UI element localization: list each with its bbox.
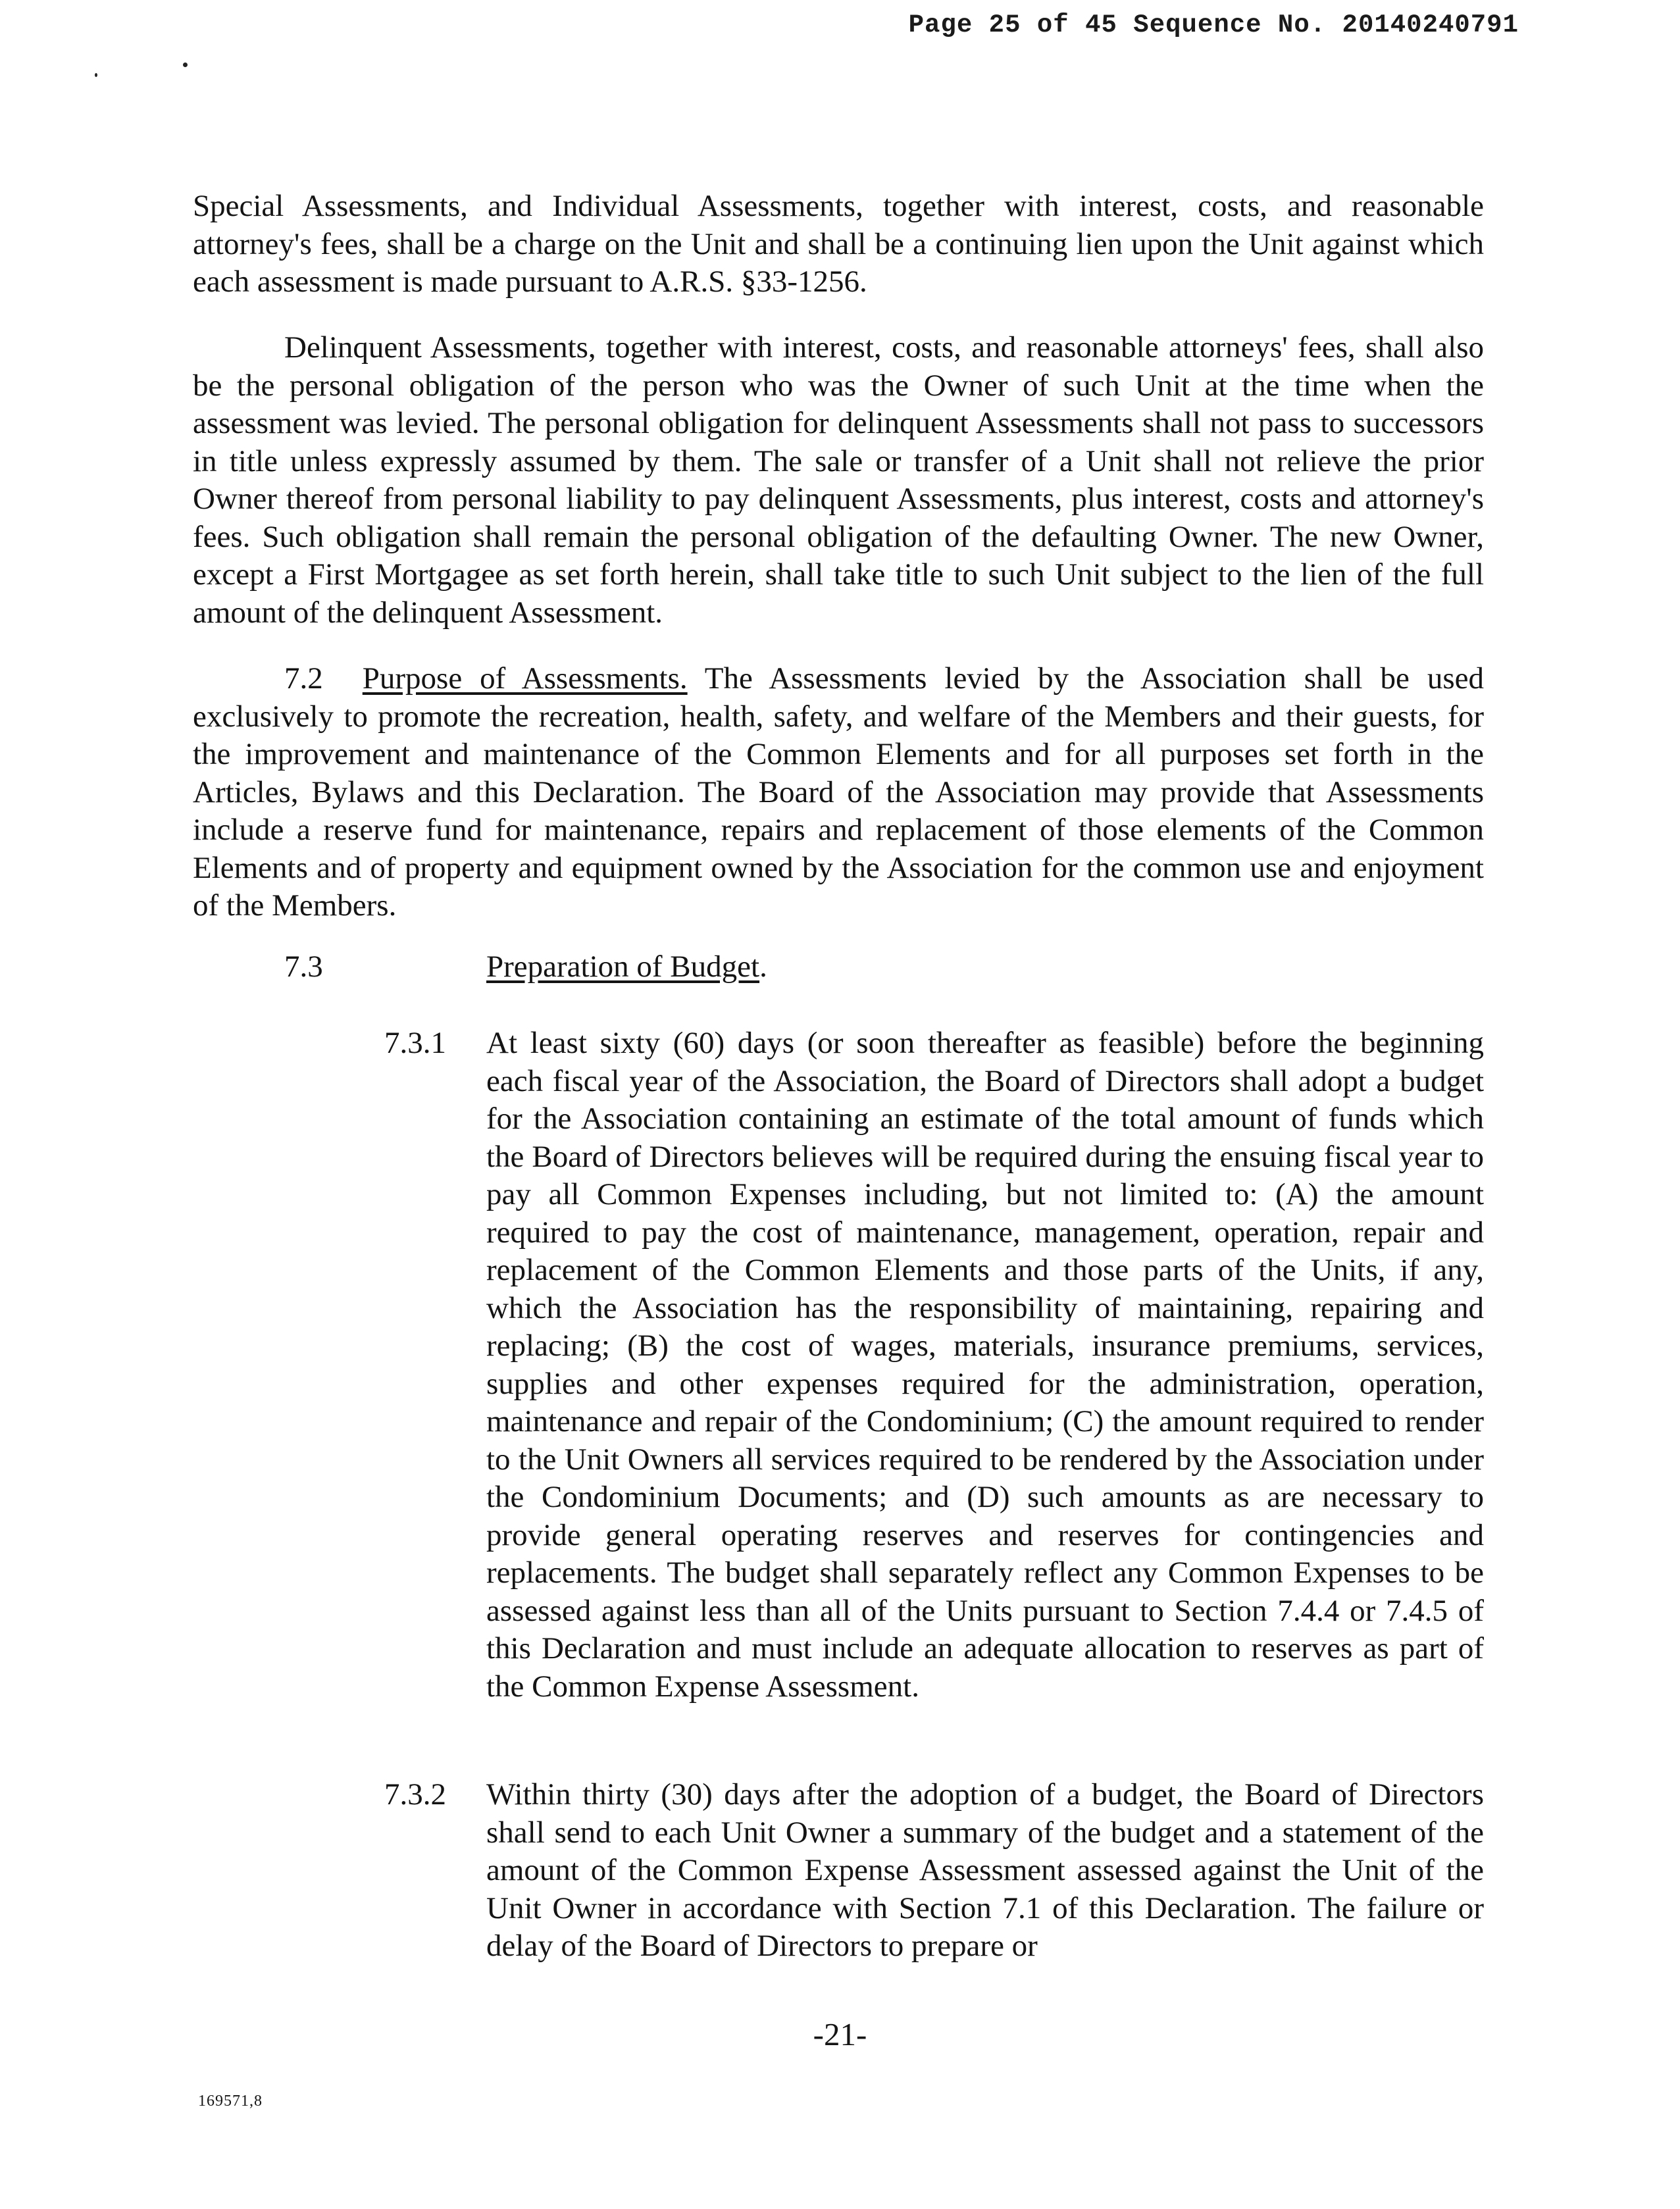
subsection-7-3-2-text: Within thirty (30) days after the adoption of a budget, the Board of Directors shall send to each Unit Owner a summary of the budget and a statement of the amount of the Common Expense Assessment assessed against the Unit of the Unit Owner in accordance with Section 7.1 of this Declaration. The failure or delay of the Board of Directors to prepare or xyxy=(486,1777,1484,1963)
paragraph-lien: Special Assessments, and Individual Assessments, together with interest, costs, and reasonable attorney's fees, shall be a charge on the Unit and shall be a continuing lien upon the Unit against which each assessment is made pursuant to A.R.S. §33-1256. xyxy=(193,189,1484,299)
section-heading: Preparation of Budget xyxy=(486,950,760,984)
section-heading: Purpose of Assessments. xyxy=(362,661,688,696)
page-sequence-header: Page 25 of 45 Sequence No. 20140240791 xyxy=(908,11,1519,39)
page-number: -21- xyxy=(813,2016,867,2052)
scan-speck xyxy=(95,73,97,77)
section-7-3-heading: Preparation of Budget. xyxy=(486,950,767,984)
section-7-3-number: 7.3 xyxy=(284,950,323,984)
paragraph-delinquent-assessments: Delinquent Assessments, together with interest, costs, and reasonable attorneys' fees, shall also be the personal obligation of the person who was the Owner of such Unit at the time when the assessment was levied. The personal obligation for delinquent Assessments shall not pass to successors in title unless expressly assumed by them. The sale or transfer of a Unit shall not relieve the prior Owner thereof from personal liability to pay delinquent Assessments, plus interest, costs and attorney's fees. Such obligation shall remain the personal obligation of the defaulting Owner. The new Owner, except a First Mortgagee as set forth herein, shall take title to such Unit subject to the lien of the full amount of the delinquent Assessment. xyxy=(193,330,1484,630)
subsection-7-3-1-text: At least sixty (60) days (or soon thereafter as feasible) before the beginning each fiscal year of the Association, the Board of Directors shall adopt a budget for the Association containing an estimate of the total amount of funds which the Board of Directors believes will be required during the ensuing fiscal year to pay all Common Expenses including, but not limited to: (A) the amount required to pay the cost of maintenance, management, operation, repair and replacement of the Common Elements and those parts of the Units, if any, which the Association has the responsibility of maintaining, repairing and replacing; (B) the cost of wages, materials, insurance premiums, services, supplies and other expenses required for the administration, operation, maintenance and repair of the Condominium; (C) the amount required to render to the Unit Owners all services required to be rendered by the Association under the Condominium Documents; and (D) such amounts as are necessary to provide general operating reserves and reserves for contingencies and replacements. The budget shall separately reflect any Common Expenses to be assessed against less than all of the Units pursuant to Section 7.4.4 or 7.4.5 of this Declaration and must include an adequate allocation to reserves as part of the Common Expense Assessment. xyxy=(486,1026,1484,1704)
scan-speck xyxy=(183,63,188,67)
section-number: 7.2 xyxy=(284,661,323,696)
section-7-2 xyxy=(193,660,1484,925)
subsection-7-3-2-number: 7.3.2 xyxy=(384,1777,446,1812)
subsection-7-3-1-number: 7.3.1 xyxy=(384,1026,446,1060)
section-text: The Assessments levied by the Association shall be used exclusively to promote the recreation, health, safety, and welfare of the Members and their guests, for the improvement and maintenance of the Common Elements and for all purposes set forth in the Articles, Bylaws and this Declaration. The Board of the Association may provide that Assessments include a reserve fund for maintenance, repairs and replacement of those elements of the Common Elements and of property and equipment owned by the Association for the common use and enjoyment of the Members. xyxy=(193,661,1484,923)
document-id: 169571,8 xyxy=(198,2093,263,2110)
